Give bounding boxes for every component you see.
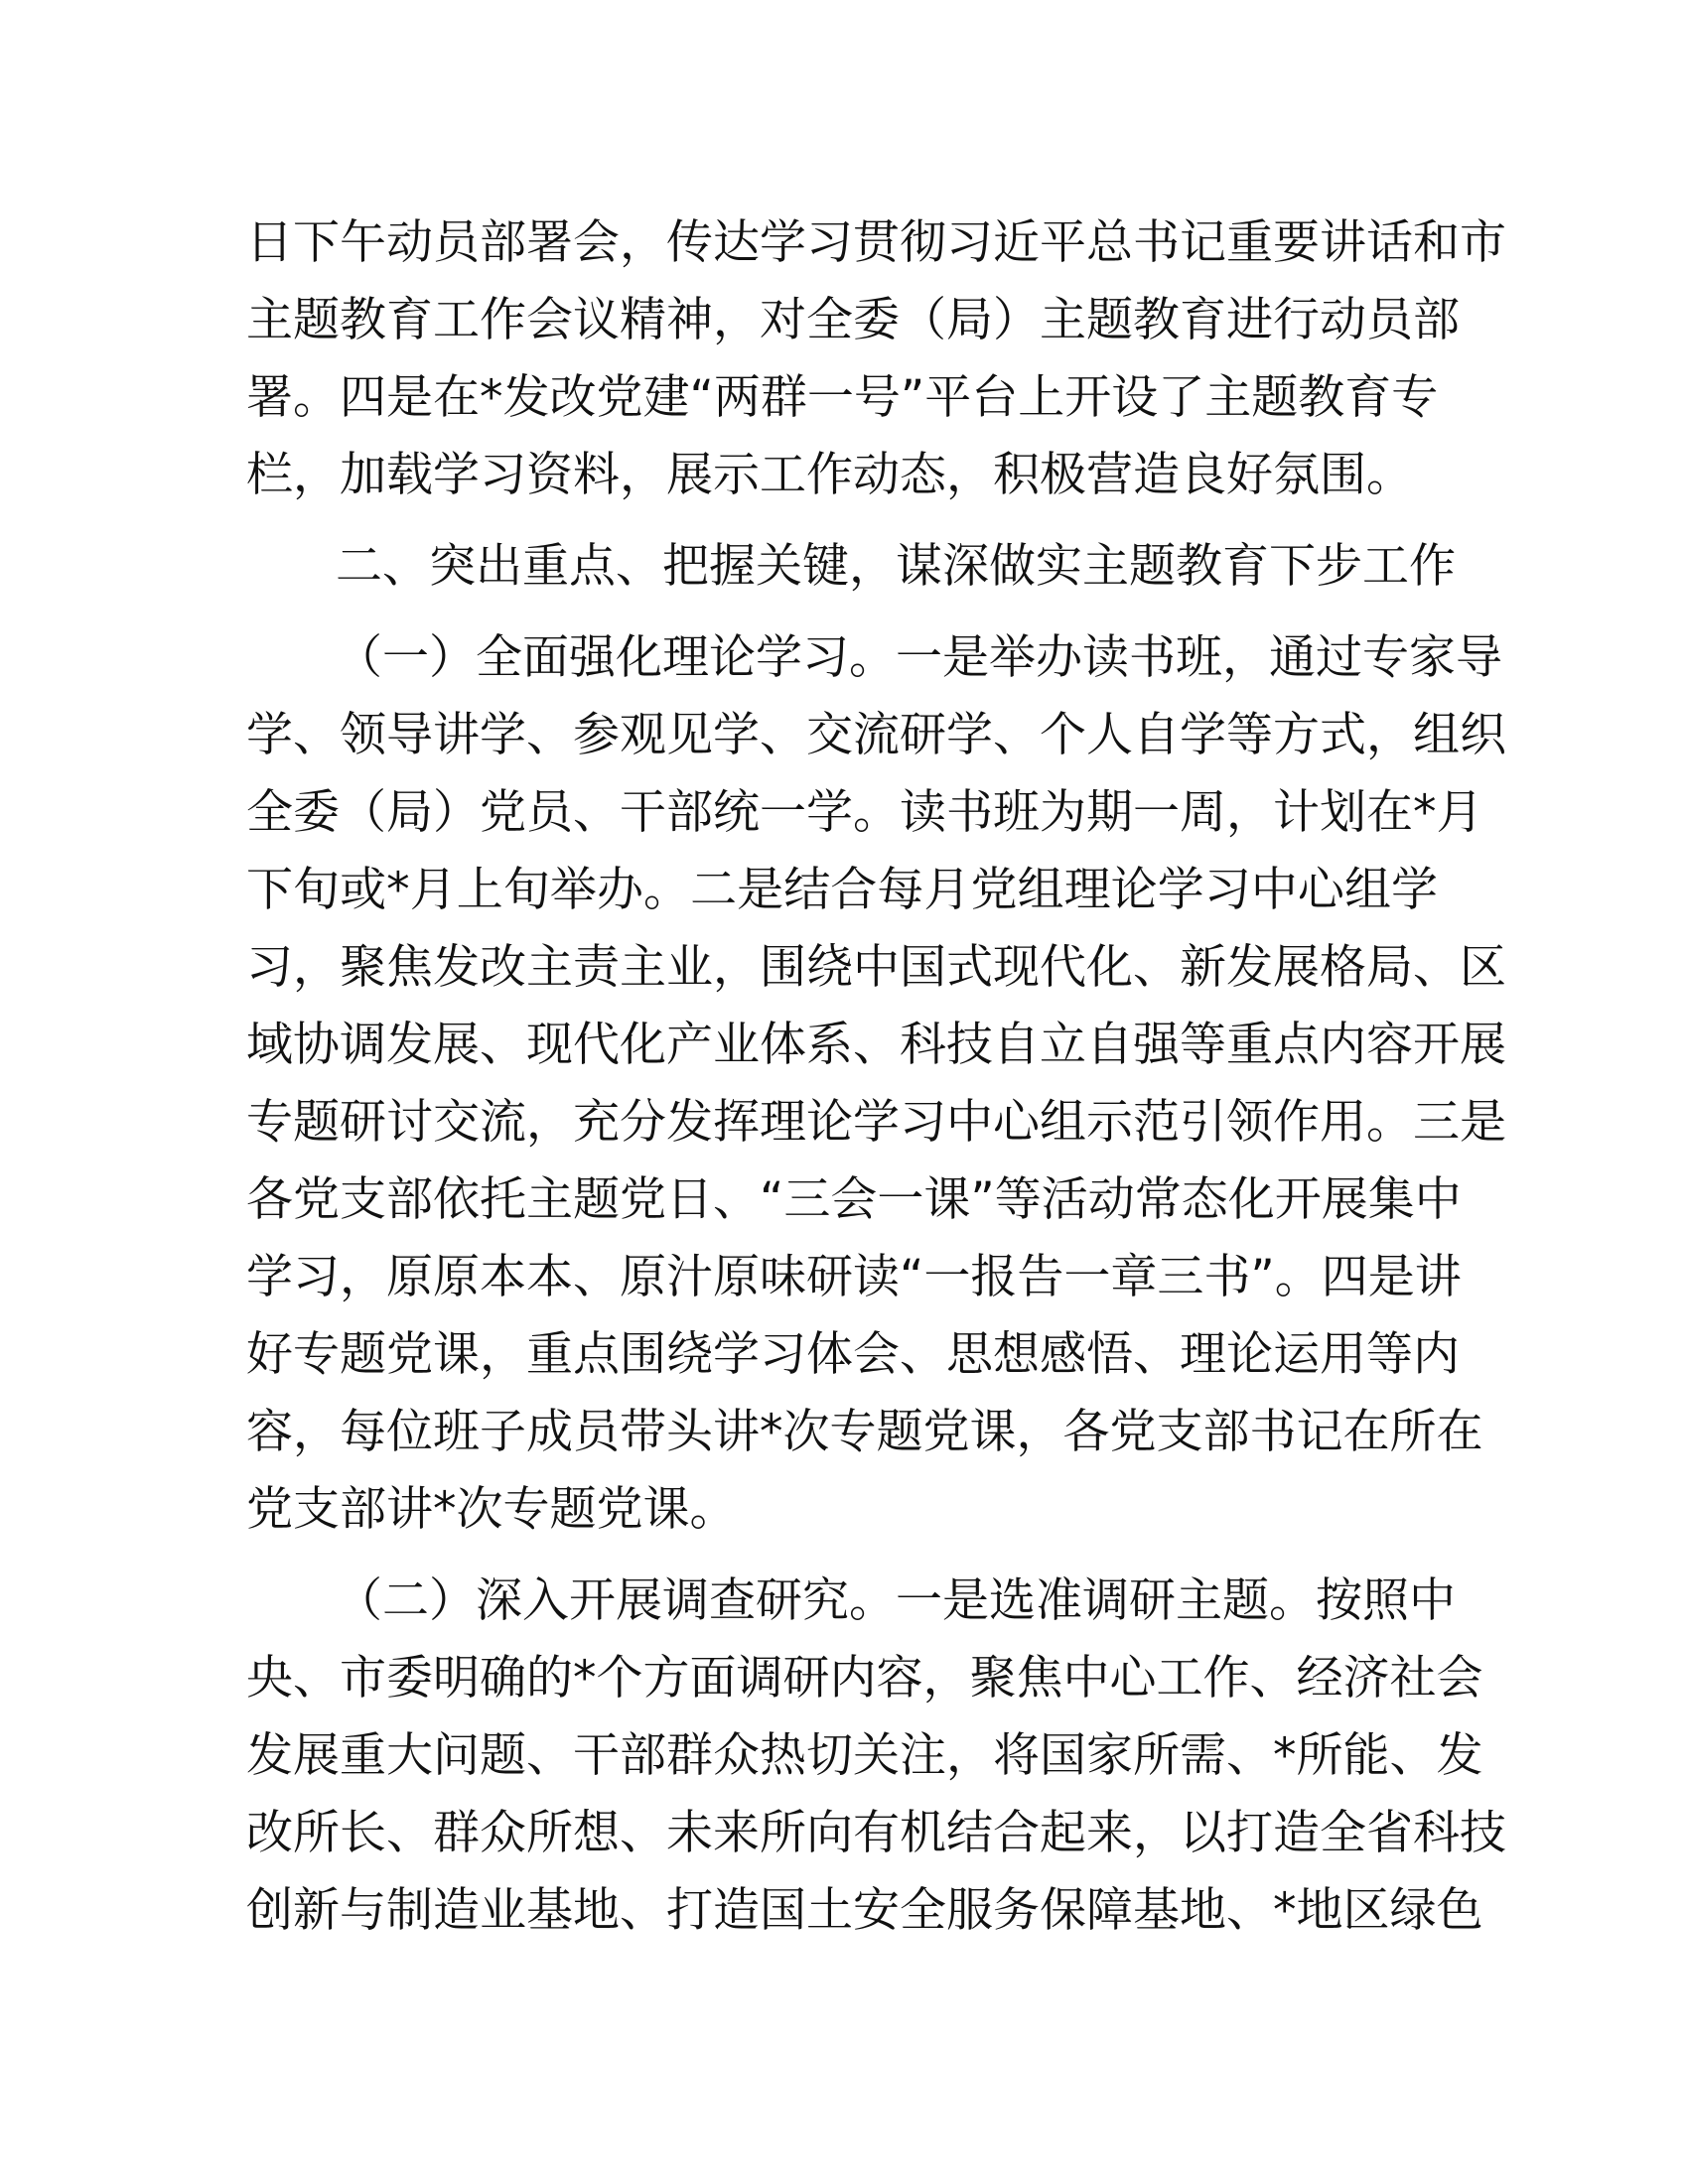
paragraph-line: 日下午动员部署会，传达学习贯彻习近平总书记重要讲话和市	[246, 215, 1506, 270]
paragraph-line: 署。四是在*发改党建“两群一号”平台上开设了主题教育专	[246, 370, 1439, 425]
section-heading: 二、突出重点、把握关键，谋深做实主题教育下步工作	[336, 539, 1456, 594]
paragraph-line: 发展重大问题、干部群众热切关注，将国家所需、*所能、发	[246, 1728, 1483, 1783]
paragraph-line: 专题研讨交流，充分发挥理论学习中心组示范引领作用。三是	[246, 1095, 1506, 1150]
paragraph-line: 学、领导讲学、参观见学、交流研学、个人自学等方式，组织	[246, 708, 1506, 762]
paragraph-line: 各党支部依托主题党日、“三会一课”等活动常态化开展集中	[246, 1172, 1462, 1227]
paragraph-line: 党支部讲*次专题党课。	[246, 1482, 737, 1537]
paragraph-line: 下旬或*月上旬举办。二是结合每月党组理论学习中心组学	[246, 863, 1438, 917]
paragraph-line: 央、市委明确的*个方面调研内容，聚焦中心工作、经济社会	[246, 1651, 1483, 1706]
paragraph-line: 改所长、群众所想、未来所向有机结合起来，以打造全省科技	[246, 1806, 1506, 1860]
paragraph-line: 域协调发展、现代化产业体系、科技自立自强等重点内容开展	[246, 1018, 1506, 1072]
paragraph-line: （一）全面强化理论学习。一是举办读书班，通过专家导	[336, 630, 1502, 685]
paragraph-line: 创新与制造业基地、打造国土安全服务保障基地、*地区绿色	[246, 1883, 1483, 1938]
paragraph-line: 栏，加载学习资料，展示工作动态，积极营造良好氛围。	[246, 448, 1413, 502]
paragraph-line: 全委（局）党员、干部统一学。读书班为期一周，计划在*月	[246, 785, 1483, 840]
paragraph-line: 学习，原原本本、原汁原味研读“一报告一章三书”。四是讲	[246, 1250, 1462, 1304]
paragraph-line: 主题教育工作会议精神，对全委（局）主题教育进行动员部	[246, 293, 1460, 347]
paragraph-line: 好专题党课，重点围绕学习体会、思想感悟、理论运用等内	[246, 1327, 1460, 1382]
paragraph-line: 习，聚焦发改主责主业，围绕中国式现代化、新发展格局、区	[246, 940, 1506, 995]
paragraph-line: （二）深入开展调查研究。一是选准调研主题。按照中	[336, 1573, 1456, 1628]
paragraph-line: 容，每位班子成员带头讲*次专题党课，各党支部书记在所在	[246, 1405, 1483, 1459]
